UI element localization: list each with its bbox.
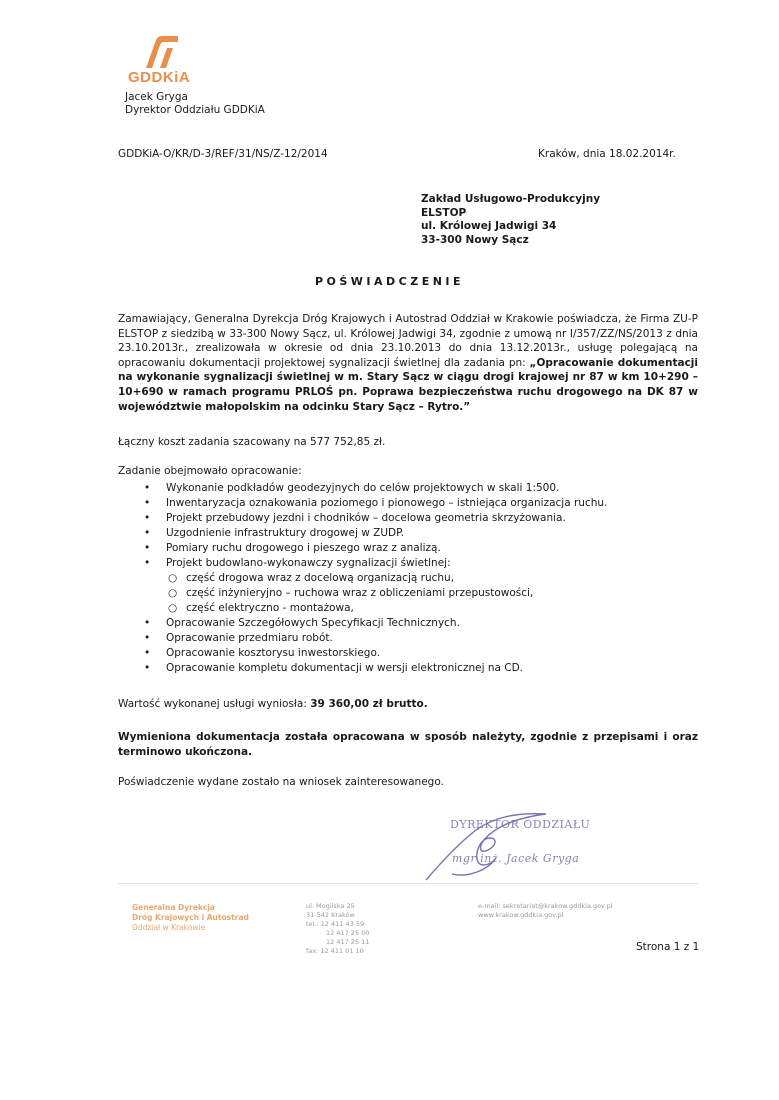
list-item: • Projekt przebudowy jezdni i chodników – docelowa geometria skrzyżowania. (144, 512, 566, 524)
bullet-icon: • (144, 557, 151, 569)
total-cost: Łączny koszt zadania szacowany na 577 752,85 zł. (118, 436, 386, 448)
circle-bullet-icon: ○ (168, 602, 178, 614)
signature-icon (418, 808, 558, 886)
reference-number: GDDKiA-O/KR/D-3/REF/31/NS/Z-12/2014 (118, 148, 328, 160)
sender-name: Jacek Gryga (125, 91, 188, 103)
logo-text: GDDKiA (128, 69, 191, 86)
service-value (118, 697, 428, 712)
sub-list-item: ○ część drogowa wraz z docelową organizacją ruchu, (168, 572, 455, 584)
document-title: POŚWIADCZENIE (314, 275, 465, 288)
list-item: • Uzgodnienie infrastruktury drogowej w ZUDP. (144, 527, 405, 539)
closing-line: Poświadczenie wydane zostało na wniosek zainteresowanego. (118, 776, 444, 788)
recipient-address (421, 193, 600, 247)
list-item: • Wykonanie podkładów geodezyjnych do celów projektowych w skali 1:500. (144, 482, 560, 494)
bullet-icon: • (144, 647, 151, 659)
value-label: Wartość wykonanej usługi wyniosła: (118, 698, 311, 710)
circle-bullet-icon: ○ (168, 587, 178, 599)
task-name: „Opracowanie dokumentacji na wykonanie sygnalizacji świetlnej w m. Stary Sącz w ciągu drogi krajowej nr 87 w km 10+290 – 10+690 w ramach programu PRLOŚ pn. Poprawa bezpieczeństwa ruchu drogowego na DK 87 w województwie małopolskim na odcinku Stary Sącz – Rytro.” (118, 356, 698, 413)
bullet-icon: • (144, 617, 151, 629)
bullet-icon: • (144, 662, 151, 674)
list-item: • Inwentaryzacja oznakowania poziomego i pionowego – istniejąca organizacja ruchu. (144, 497, 608, 509)
bullet-icon: • (144, 512, 151, 524)
list-item: • Opracowanie kosztorysu inwestorskiego. (144, 647, 381, 659)
recipient-line: 33-300 Nowy Sącz (421, 233, 529, 246)
list-item: • Opracowanie Szczegółowych Specyfikacji Technicznych. (144, 617, 460, 629)
bullet-icon: • (144, 542, 151, 554)
value-amount: 39 360,00 zł brutto. (310, 698, 428, 710)
footer-email: e-mail: sekretariat@krakow.gddkia.gov.pl (478, 902, 613, 910)
bullet-icon: • (144, 497, 151, 509)
sender-block (125, 91, 265, 117)
recipient-line: ELSTOP (421, 206, 467, 219)
bullet-icon: • (144, 482, 151, 494)
footer-divider (118, 883, 698, 884)
director-stamp: DYREKTOR ODDZIAŁU (450, 818, 591, 831)
quality-statement: Wymieniona dokumentacja została opracowana w sposób należyty, zgodnie z przepisami i oraz terminowo ukończona. (118, 731, 698, 758)
sub-list-item: ○ część elektryczno - montażowa, (168, 602, 354, 614)
sender-title: Dyrektor Oddziału GDDKiA (125, 104, 265, 116)
bullet-icon: • (144, 632, 151, 644)
gddkia-logo-icon (140, 36, 180, 70)
gddkia-logo (128, 36, 190, 86)
signatory-stamp: mgr inż. Jacek Gryga (452, 852, 580, 865)
certification-paragraph (118, 312, 698, 414)
list-item: • Projekt budowlano-wykonawczy sygnalizacji świetlnej: (144, 557, 451, 569)
paragraph-intro: Zamawiający, Generalna Dyrekcja Dróg Krajowych i Autostrad Oddział w Krakowie poświadcza, że Firma ZU-P ELSTOP z siedzibą w 33-300 Nowy Sącz, ul. Królowej Jadwigi 34, zgodnie z umową nr I/357/ZZ/NS/2013 z dnia 23.10.2013r., zrealizowała w okresie od dnia 23.10.2013 do dnia 13.12.2013r., usługę polegającą na opracowaniu dokumentacji projektowej sygnalizacji świetlnej dla zadania pn: (118, 313, 698, 369)
recipient-line: ul. Królowej Jadwigi 34 (421, 220, 557, 232)
list-item: • Opracowanie kompletu dokumentacji w wersji elektronicznej na CD. (144, 662, 524, 674)
circle-bullet-icon: ○ (168, 572, 178, 584)
sub-list-item: ○ część inżynieryjno – ruchowa wraz z obliczeniami przepustowości, (168, 587, 534, 599)
footer-contact (478, 902, 612, 920)
scope-list (118, 481, 718, 676)
list-item: • Pomiary ruchu drogowego i pieszego wraz z analizą. (144, 542, 441, 554)
place-date: Kraków, dnia 18.02.2014r. (538, 148, 676, 160)
footer-address: ul. Mogilska 25 31-542 Kraków tel.: 12 411 43 59 12 417 25 00 12 417 25 11 fax: 12 411 01 10 (306, 902, 370, 955)
footer-website: www.krakow.gddkia.gov.pl (478, 911, 564, 919)
page-number: Strona 1 z 1 (636, 941, 700, 953)
list-item: • Opracowanie przedmiaru robót. (144, 632, 333, 644)
bullet-icon: • (144, 527, 151, 539)
recipient-line: Zakład Usługowo-Produkcyjny (421, 193, 601, 205)
footer-organization: Generalna Dyrekcja Dróg Krajowych i Autostrad Oddział w Krakowie (132, 903, 249, 932)
scope-intro: Zadanie obejmowało opracowanie: (118, 465, 302, 477)
